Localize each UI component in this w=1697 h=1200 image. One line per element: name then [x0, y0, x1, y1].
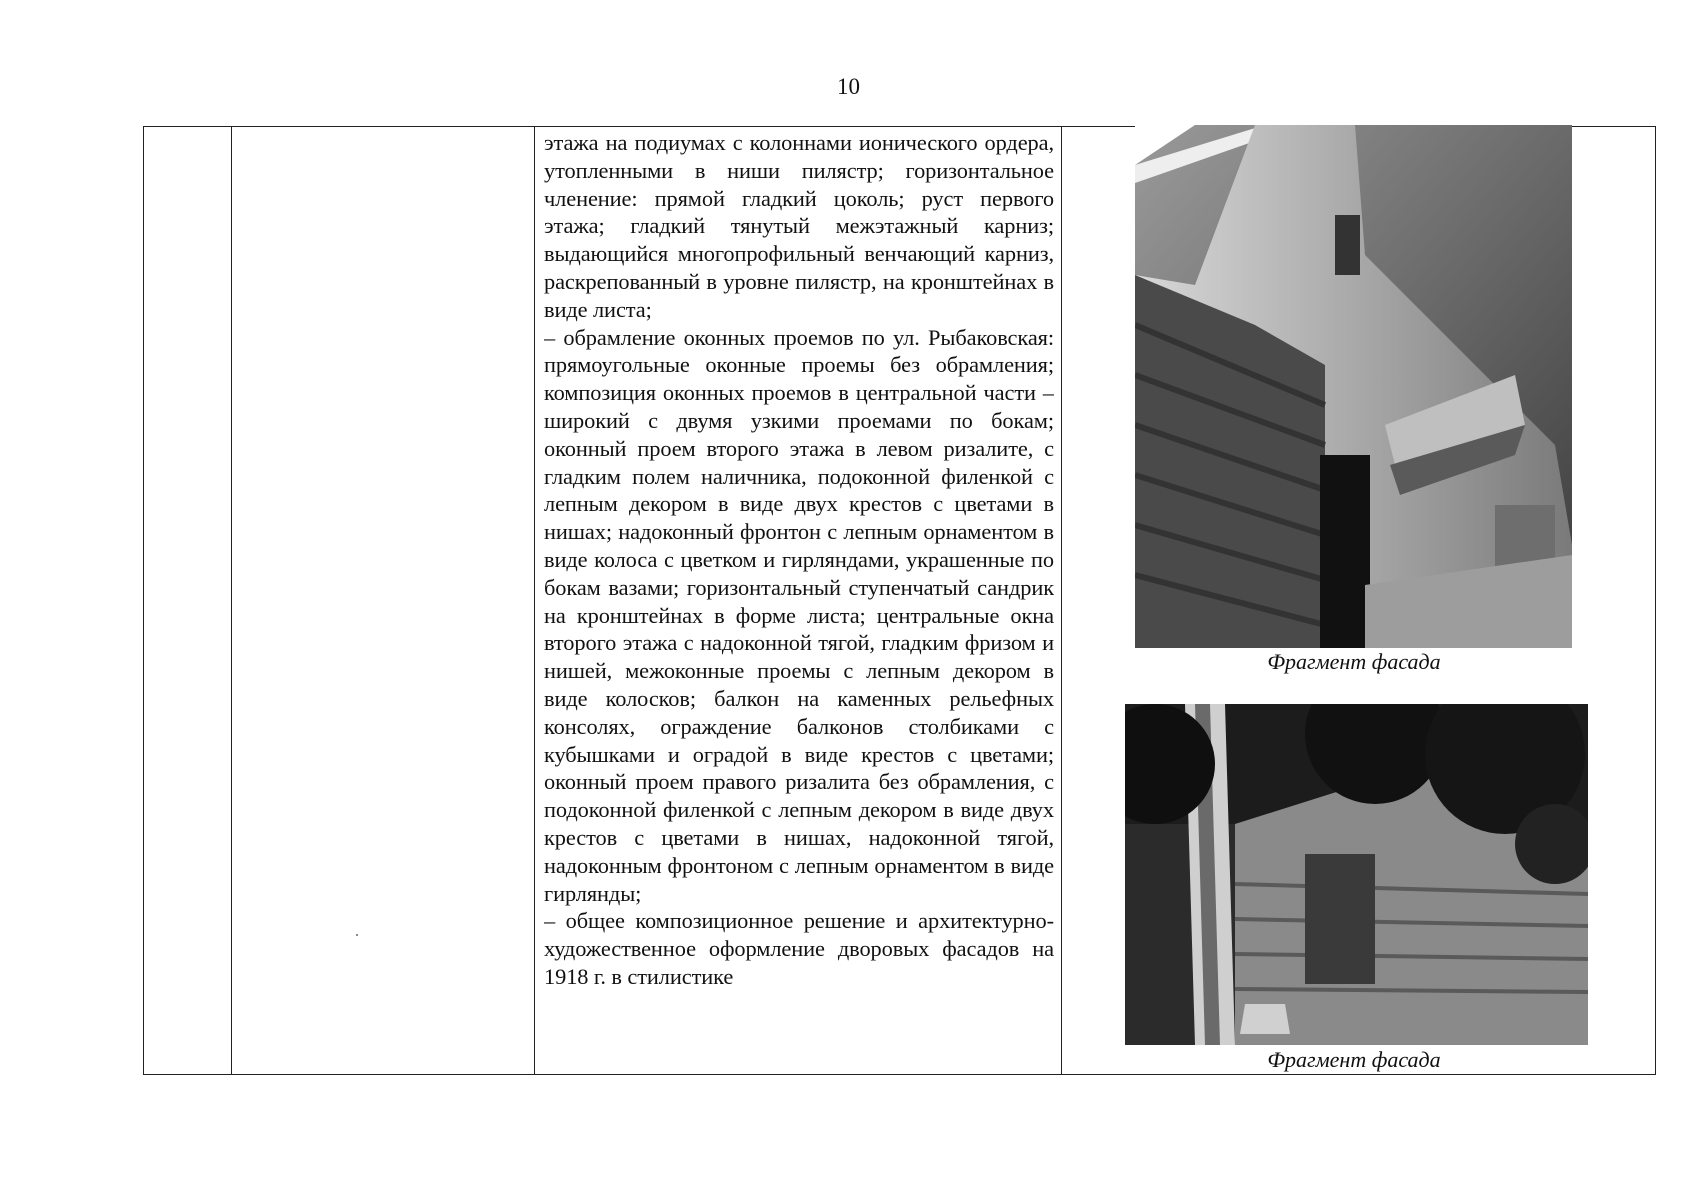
table-column-divider: [534, 127, 535, 1074]
facade-photo: [1135, 125, 1572, 648]
scan-speck: [356, 934, 358, 936]
description-cell: [544, 129, 1054, 1073]
table-column-divider: [231, 127, 232, 1074]
facade-photo: [1125, 704, 1588, 1045]
photo-caption: Фрагмент фасада: [1267, 1047, 1441, 1072]
description-paragraph: этажа на подиумах с колоннами ионического ордера, утопленными в ниши пилястр; горизонтальное членение: прямой гладкий цоколь; руст первого этажа; гладкий тянутый межэтажный карниз; выдающийся многопрофильный венчающий карниз, раскрепованный в уровне пилястр, на кронштейнах в виде листа;: [544, 130, 1054, 322]
table-column-divider: [1061, 127, 1062, 1074]
document-table: [143, 126, 1656, 1075]
description-paragraph: – обрамление оконных проемов по ул. Рыбаковская: прямоугольные оконные проемы без обрамления; композиция оконных проемов в центральной части – широкий с двумя узкими проемами по бокам; оконный проем второго этажа в левом ризалите, с гладким полем наличника, подоконной филенкой с лепным декором в виде двух крестов с цветами в нишах; надоконный фронтон с лепным орнаментом в виде колоса с цветком и гирляндами, украшенные по бокам вазами; горизонтальный ступенчатый сандрик на кронштейнах в форме листа; центральные окна второго этажа с надоконной тягой, гладким фризом и нишей, межоконные проемы с лепным декором в виде колосков; балкон на каменных рельефных консолях, ограждение балконов столбиками с кубышками и оградой в виде крестов с цветами; оконный проем правого ризалита без обрамления, с подоконной филенкой с лепным декором в виде двух крестов с цветами в нишах, надоконной тягой, надоконным фронтоном с лепным орнаментом в виде гирлянды;: [544, 324, 1054, 906]
page-number: 10: [837, 74, 860, 99]
photo-caption: Фрагмент фасада: [1267, 649, 1441, 674]
description-paragraph: – общее композиционное решение и архитектурно-художественное оформление дворовых фасадов на 1918 г. в стилистике: [544, 908, 1054, 989]
